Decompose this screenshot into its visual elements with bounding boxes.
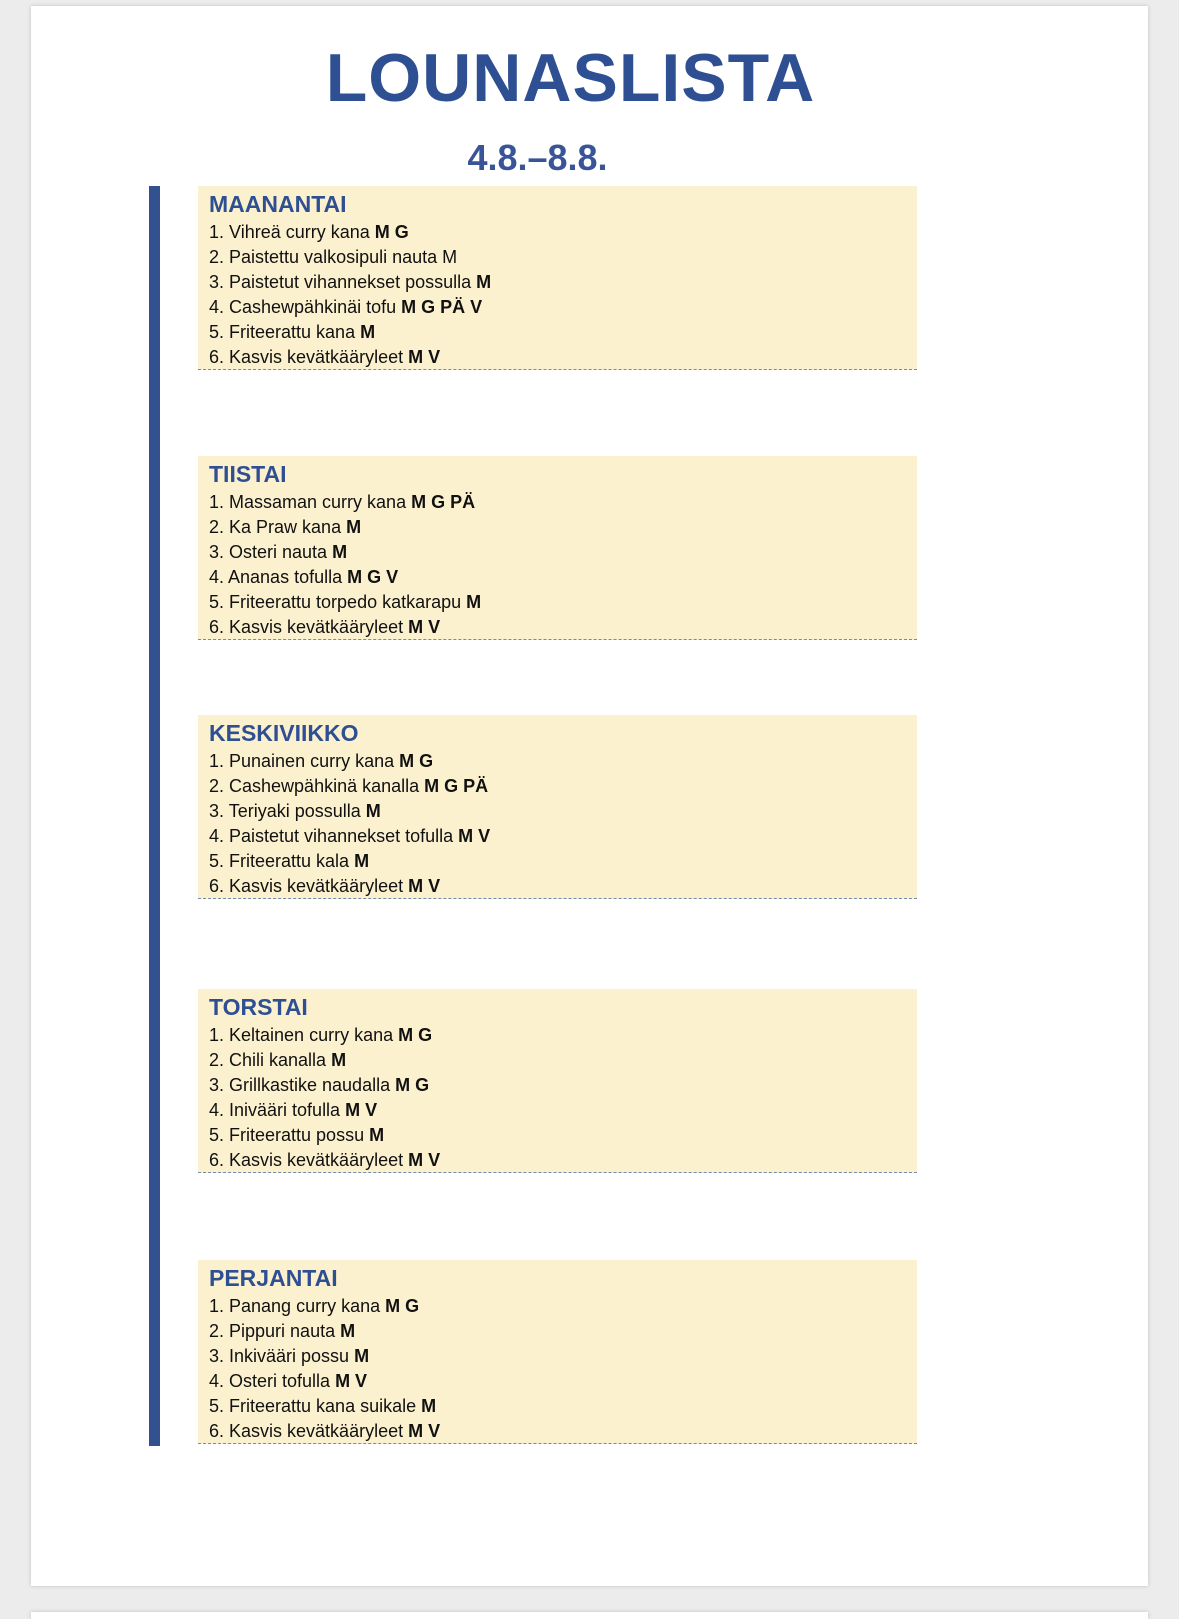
side-accent-bar [149, 186, 160, 1446]
menu-item [209, 799, 490, 824]
menu-item [209, 1419, 440, 1444]
menu-item [209, 590, 481, 615]
day-block-tiistai [198, 456, 917, 640]
menu-item [209, 220, 491, 245]
menu-item-name: 2. Chili kanalla [209, 1050, 327, 1070]
day-name: KESKIVIIKKO [209, 720, 359, 746]
menu-item-name: 2. Ka Praw kana [209, 517, 342, 537]
diet-tags: M V [408, 617, 441, 637]
menu-item-name: 6. Kasvis kevätkääryleet [209, 1421, 404, 1441]
menu-item-name: 4. Ananas tofulla [209, 567, 343, 587]
day-block-maanantai [198, 186, 917, 370]
menu-item [209, 1023, 440, 1048]
menu-item-list [209, 1294, 440, 1444]
menu-item-name: 4. Inivääri tofulla [209, 1100, 341, 1120]
diet-tags: M G PÄ V [401, 297, 483, 317]
day-block-perjantai [198, 1260, 917, 1444]
menu-item [209, 1344, 440, 1369]
menu-item-name: 3. Inkivääri possu [209, 1346, 350, 1366]
menu-item-name: 5. Friteerattu kala [209, 851, 350, 871]
diet-tags: M [354, 851, 370, 871]
menu-item-name: 6. Kasvis kevätkääryleet [209, 617, 404, 637]
diet-tags: M G [395, 1075, 430, 1095]
menu-item-name: 6. Kasvis kevätkääryleet [209, 347, 404, 367]
diet-tags: M [346, 517, 362, 537]
day-name: MAANANTAI [209, 191, 347, 217]
diet-tags: M V [335, 1371, 368, 1391]
menu-item-name: 6. Kasvis kevätkääryleet [209, 1150, 404, 1170]
next-page-edge [31, 1612, 1148, 1619]
diet-tags: M [331, 1050, 347, 1070]
menu-item-name: 5. Friteerattu torpedo katkarapu [209, 592, 462, 612]
menu-item [209, 749, 490, 774]
diet-tags: M G PÄ [411, 492, 476, 512]
menu-item [209, 824, 490, 849]
menu-item [209, 345, 491, 370]
menu-item [209, 1123, 440, 1148]
menu-item-list [209, 749, 490, 899]
menu-item [209, 1073, 440, 1098]
menu-item-name: 2. Paistettu valkosipuli nauta M [209, 247, 458, 267]
diet-tags: M [369, 1125, 385, 1145]
menu-item-name: 1. Panang curry kana [209, 1296, 381, 1316]
menu-item [209, 490, 481, 515]
menu-item [209, 1048, 440, 1073]
menu-item-name: 1. Keltainen curry kana [209, 1025, 394, 1045]
diet-tags: M G [399, 751, 434, 771]
menu-item-name: 3. Paistetut vihannekset possulla [209, 272, 472, 292]
diet-tags: M V [408, 1150, 441, 1170]
menu-item [209, 565, 481, 590]
menu-item [209, 1098, 440, 1123]
menu-item [209, 1394, 440, 1419]
day-block-keskiviikko [198, 715, 917, 899]
diet-tags: M [360, 322, 376, 342]
diet-tags: M [466, 592, 482, 612]
diet-tags: M [340, 1321, 356, 1341]
menu-item-name: 4. Osteri tofulla [209, 1371, 331, 1391]
diet-tags: M G [398, 1025, 433, 1045]
menu-item [209, 1319, 440, 1344]
page-title: LOUNASLISTA [325, 40, 816, 116]
menu-item [209, 615, 481, 640]
menu-item-name: 2. Cashewpähkinä kanalla [209, 776, 420, 796]
menu-item-name: 1. Vihreä curry kana [209, 222, 370, 242]
date-range: 4.8.–8.8. [467, 137, 608, 178]
menu-item [209, 245, 491, 270]
diet-tags: M [354, 1346, 370, 1366]
menu-item-name: 1. Massaman curry kana [209, 492, 407, 512]
menu-item [209, 849, 490, 874]
diet-tags: M [332, 542, 348, 562]
diet-tags: M V [408, 1421, 441, 1441]
menu-item [209, 874, 490, 899]
day-name: PERJANTAI [209, 1265, 338, 1291]
diet-tags: M [365, 801, 381, 821]
menu-item-name: 3. Osteri nauta [209, 542, 328, 562]
menu-item-name: 4. Cashewpähkinäi tofu [209, 297, 397, 317]
menu-item-name: 5. Friteerattu kana [209, 322, 356, 342]
diet-tags: M V [458, 826, 491, 846]
diet-tags: M V [408, 347, 441, 367]
menu-item-list [209, 220, 491, 370]
diet-tags: M V [345, 1100, 378, 1120]
menu-item-name: 5. Friteerattu possu [209, 1125, 365, 1145]
diet-tags: M [421, 1396, 437, 1416]
menu-item-name: 3. Grillkastike naudalla [209, 1075, 391, 1095]
menu-item [209, 270, 491, 295]
diet-tags: M G V [347, 567, 399, 587]
menu-item-list [209, 1023, 440, 1173]
day-block-torstai [198, 989, 917, 1173]
diet-tags: M G [385, 1296, 420, 1316]
menu-item-name: 2. Pippuri nauta [209, 1321, 336, 1341]
menu-item [209, 774, 490, 799]
menu-item-name: 5. Friteerattu kana suikale [209, 1396, 417, 1416]
menu-item-name: 4. Paistetut vihannekset tofulla [209, 826, 454, 846]
menu-item-list [209, 490, 481, 640]
menu-item-name: 3. Teriyaki possulla [209, 801, 361, 821]
diet-tags: M G [374, 222, 409, 242]
menu-item-name: 6. Kasvis kevätkääryleet [209, 876, 404, 896]
diet-tags: M G PÄ [424, 776, 489, 796]
menu-item [209, 540, 481, 565]
diet-tags: M [476, 272, 492, 292]
day-name: TORSTAI [209, 994, 308, 1020]
menu-item [209, 515, 481, 540]
menu-item-name: 1. Punainen curry kana [209, 751, 395, 771]
menu-item [209, 320, 491, 345]
day-name: TIISTAI [209, 461, 287, 487]
menu-item [209, 1148, 440, 1173]
menu-item [209, 295, 491, 320]
menu-item [209, 1294, 440, 1319]
diet-tags: M V [408, 876, 441, 896]
menu-item [209, 1369, 440, 1394]
